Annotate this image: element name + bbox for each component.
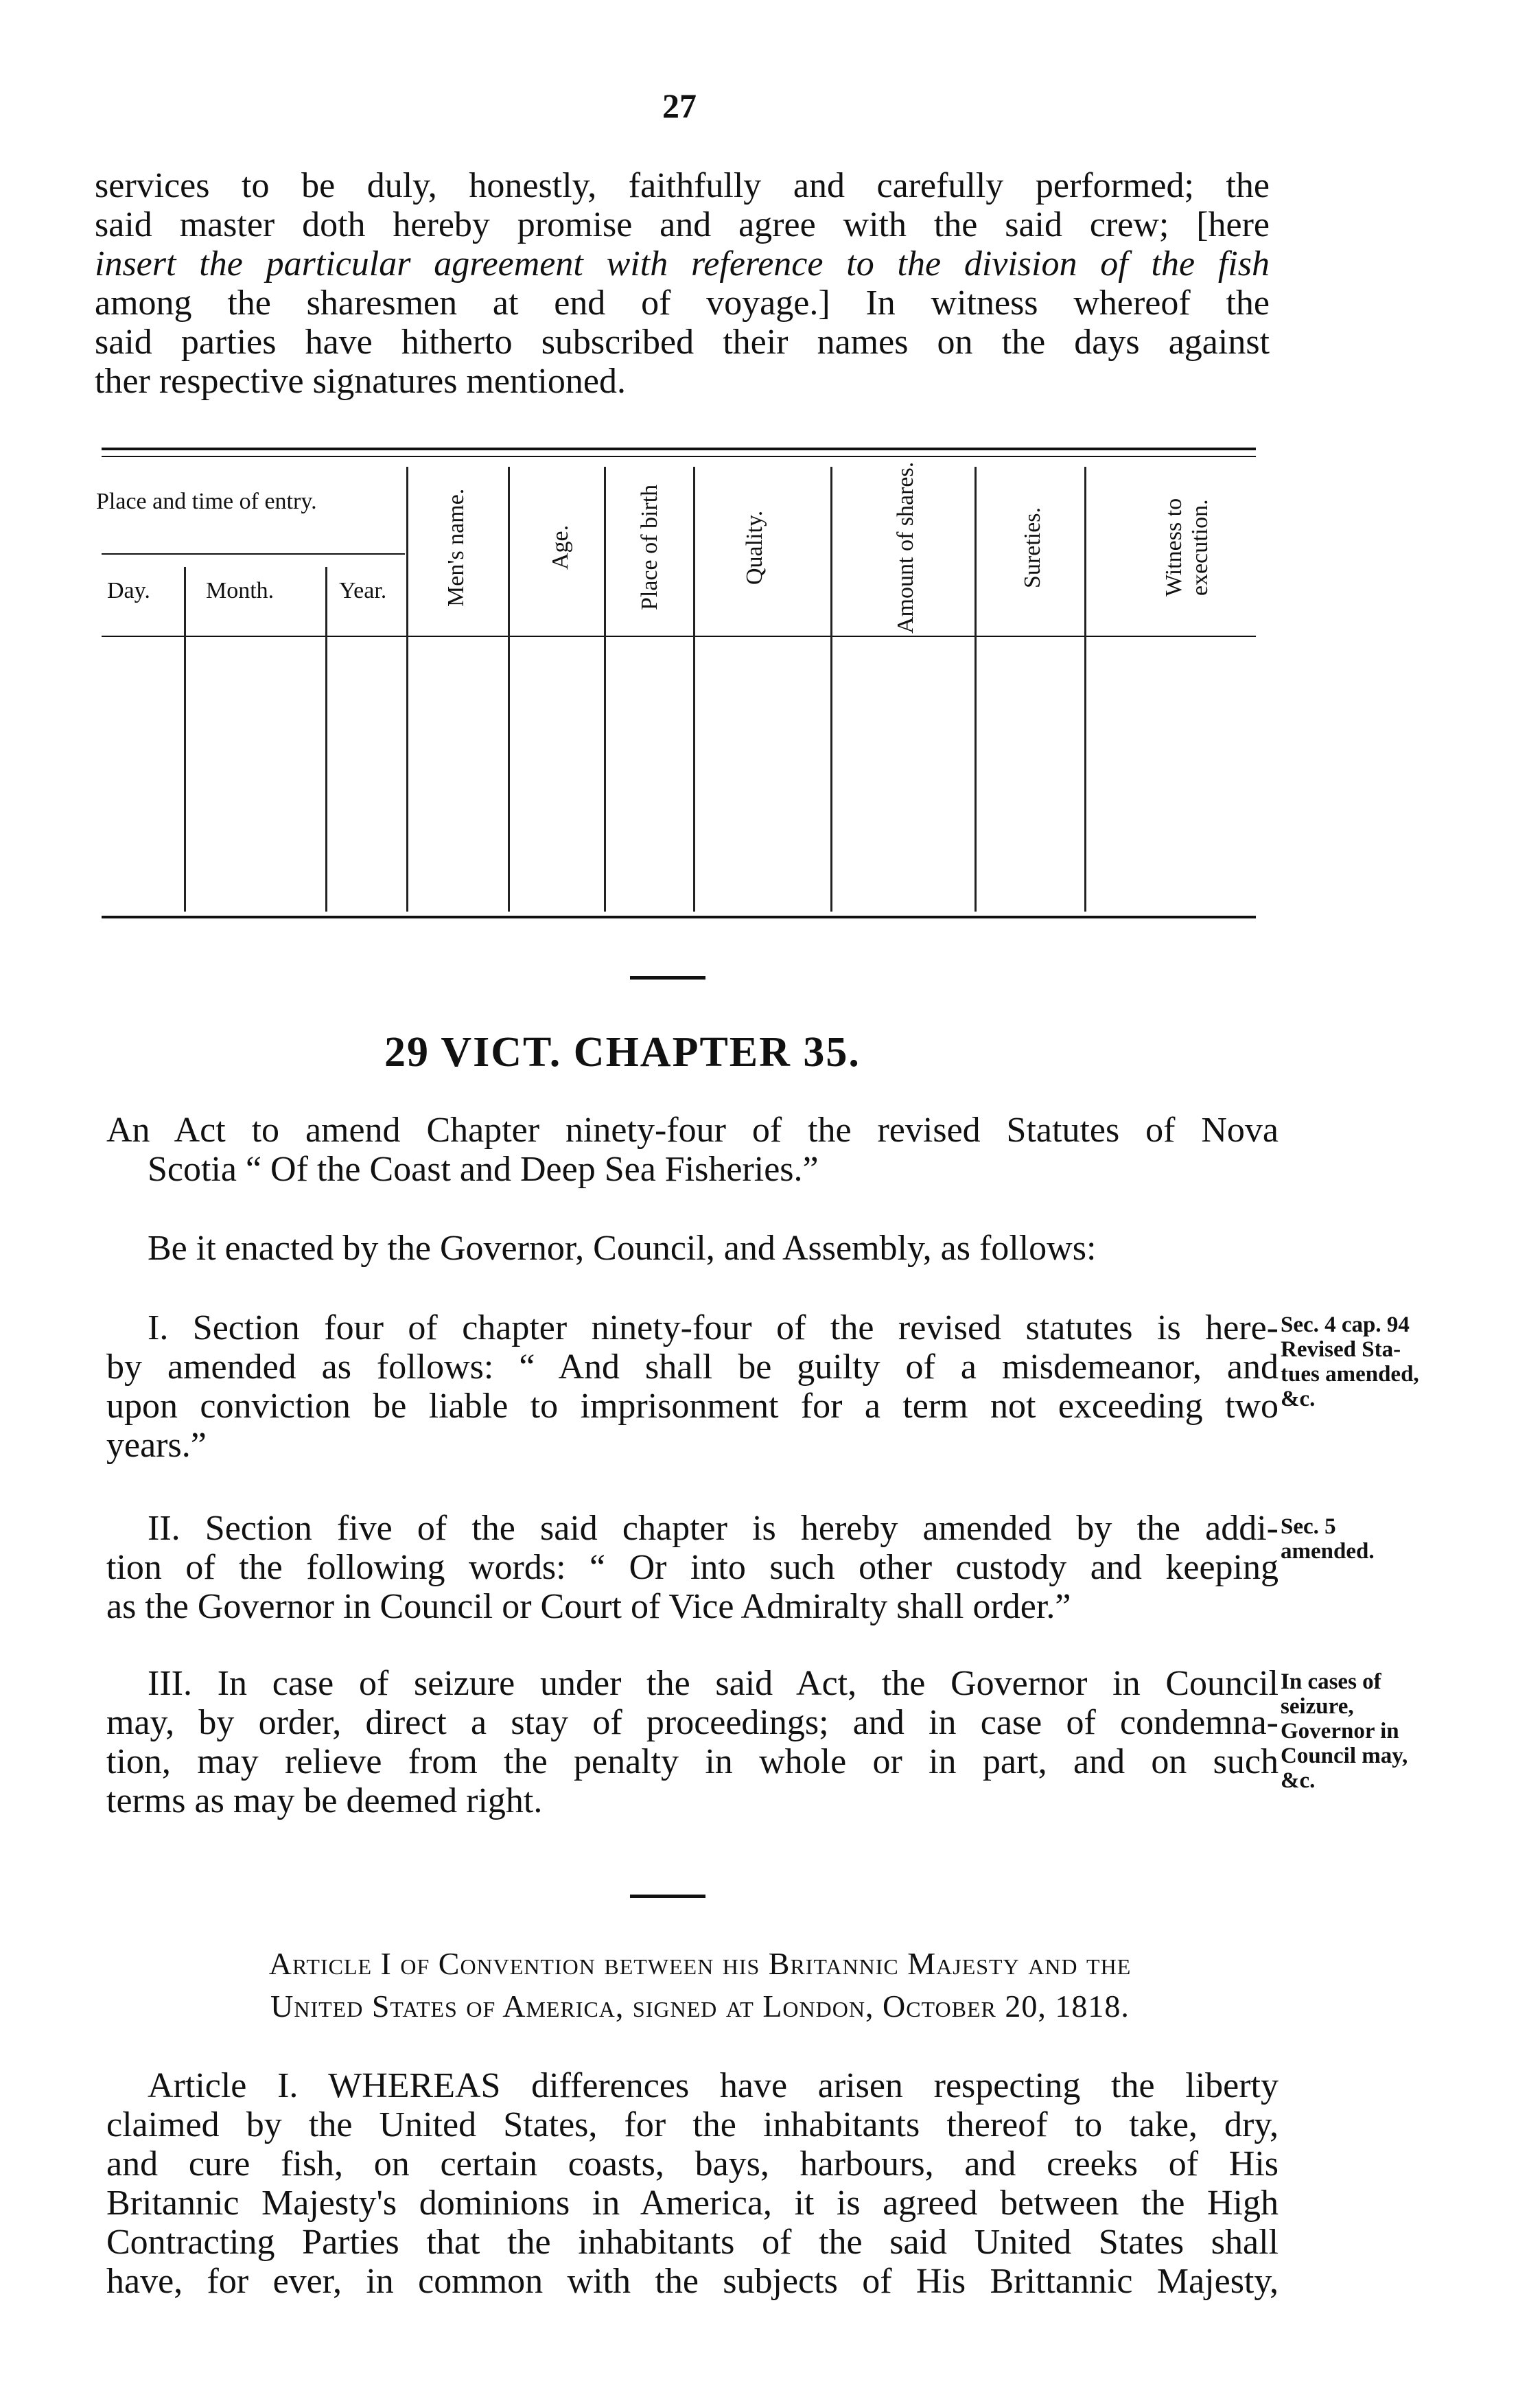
table-header-mens-name: Men's name. bbox=[443, 488, 469, 607]
section-line: years.” bbox=[106, 1426, 207, 1465]
enacting-clause bbox=[148, 1229, 1273, 1268]
intro-line: ther respective signatures mentioned. bbox=[95, 362, 626, 401]
section-line: by amended as follows: “ And shall be guilty of a misdemeanor, and bbox=[106, 1347, 1279, 1387]
intro-line: insert the particular agreement with reference to the division of the fish bbox=[95, 244, 1270, 283]
margin-note-line: &c. bbox=[1281, 1387, 1316, 1411]
convention-line: and cure fish, on certain coasts, bays, harbours, and creeks of His bbox=[106, 2144, 1279, 2184]
margin-note-line: Council may, bbox=[1281, 1744, 1408, 1768]
section-2 bbox=[106, 1509, 1279, 1626]
table-header-rule bbox=[102, 636, 1256, 637]
section-line: I. Section four of chapter ninety-four of the revised statutes is here- bbox=[148, 1308, 1279, 1347]
table-header-month: Month. bbox=[206, 578, 275, 603]
section-1 bbox=[106, 1308, 1279, 1465]
convention-heading-line: Article I of Convention between his Britannic Majesty and the bbox=[268, 1946, 1132, 1981]
section-line: terms as may be deemed right. bbox=[106, 1781, 543, 1820]
convention-line: Contracting Parties that the inhabitants of the said United States shall bbox=[106, 2223, 1279, 2262]
act-title bbox=[106, 1111, 1279, 1189]
section-3 bbox=[106, 1664, 1279, 1820]
table-bottom-rule bbox=[102, 916, 1256, 918]
table-header-sureties: Sureties. bbox=[1020, 507, 1045, 588]
margin-note-line: In cases of bbox=[1281, 1669, 1381, 1694]
intro-line: said parties have hitherto subscribed their names on the days against bbox=[95, 323, 1270, 362]
table-col-line bbox=[406, 467, 408, 912]
table-header-place-of-birth: Place of birth bbox=[637, 484, 662, 611]
convention-line: Article I. WHEREAS differences have arisen respecting the liberty bbox=[148, 2066, 1279, 2105]
section-separator bbox=[630, 1895, 705, 1898]
table-col-line bbox=[830, 467, 832, 912]
convention-heading bbox=[110, 1943, 1290, 2028]
act-title-line: An Act to amend Chapter ninety-four of the revised Statutes of Nova bbox=[106, 1111, 1279, 1150]
table-top-rule bbox=[102, 448, 1256, 450]
intro-line: among the sharesmen at end of voyage.] In witness whereof the bbox=[95, 283, 1270, 323]
section-line: III. In case of seizure under the said Act, the Governor in Council bbox=[148, 1664, 1279, 1703]
section-line: II. Section five of the said chapter is hereby amended by the addi- bbox=[148, 1509, 1279, 1548]
chapter-title: 29 VICT. CHAPTER 35. bbox=[384, 1029, 861, 1076]
table-header-amount-of-shares: Amount of shares. bbox=[893, 461, 918, 634]
table-col-line bbox=[184, 567, 186, 912]
table-header-witness-to-execution: Witness to execution. bbox=[1161, 498, 1213, 597]
margin-note-line: Revised Sta- bbox=[1281, 1337, 1401, 1362]
margin-note-line: &c. bbox=[1281, 1768, 1316, 1793]
convention-line: Britannic Majesty's dominions in America, it is agreed between the High bbox=[106, 2184, 1279, 2223]
table-col-line bbox=[693, 467, 695, 912]
table-top-rule-2 bbox=[102, 456, 1256, 457]
margin-note-line: Sec. 4 cap. 94 bbox=[1281, 1312, 1410, 1337]
table-header-day: Day. bbox=[107, 578, 150, 603]
section-separator bbox=[630, 976, 705, 980]
margin-note-line: Sec. 5 bbox=[1281, 1514, 1336, 1539]
intro-line: services to be duly, honestly, faithfully and carefully performed; the bbox=[95, 166, 1270, 205]
margin-note-section-2 bbox=[1281, 1514, 1375, 1564]
section-line: upon conviction be liable to imprisonment for a term not exceeding two bbox=[106, 1387, 1279, 1426]
table-col-line bbox=[508, 467, 510, 912]
margin-note-line: tues amended, bbox=[1281, 1362, 1419, 1387]
convention-line: have, for ever, in common with the subjects of His Brittannic Majesty, bbox=[106, 2262, 1279, 2301]
margin-note-line: amended. bbox=[1281, 1539, 1375, 1564]
intro-line: said master doth hereby promise and agree with the said crew; [here bbox=[95, 205, 1270, 244]
table-group-underline bbox=[102, 553, 405, 555]
margin-note-section-3 bbox=[1281, 1669, 1408, 1793]
table-col-line bbox=[974, 467, 977, 912]
table-header-age: Age. bbox=[548, 524, 573, 570]
convention-body bbox=[106, 2066, 1279, 2301]
convention-heading-line: United States of America, signed at London, October 20, 1818. bbox=[270, 1989, 1130, 2024]
section-line: tion of the following words: “ Or into such other custody and keeping bbox=[106, 1548, 1279, 1587]
table-group-header: Place and time of entry. bbox=[96, 489, 317, 514]
enacting-clause-text: Be it enacted by the Governor, Council, and Assembly, as follows: bbox=[148, 1229, 1097, 1268]
section-line: may, by order, direct a stay of proceedings; and in case of condemna- bbox=[106, 1703, 1279, 1742]
page-number: 27 bbox=[662, 86, 697, 125]
section-line: tion, may relieve from the penalty in whole or in part, and on such bbox=[106, 1742, 1279, 1781]
margin-note-line: Governor in bbox=[1281, 1719, 1399, 1744]
table-col-line bbox=[325, 567, 327, 912]
table-col-line bbox=[604, 467, 606, 912]
intro-paragraph bbox=[95, 166, 1270, 401]
section-line: as the Governor in Council or Court of Vice Admiralty shall order.” bbox=[106, 1587, 1071, 1626]
act-title-line: Scotia “ Of the Coast and Deep Sea Fisheries.” bbox=[148, 1150, 819, 1189]
margin-note-line: seizure, bbox=[1281, 1694, 1354, 1719]
table-header-quality: Quality. bbox=[742, 510, 767, 585]
table-col-line bbox=[1084, 467, 1086, 912]
margin-note-section-1 bbox=[1281, 1312, 1419, 1411]
convention-line: claimed by the United States, for the inhabitants thereof to take, dry, bbox=[106, 2105, 1279, 2144]
table-header-year: Year. bbox=[339, 578, 387, 603]
